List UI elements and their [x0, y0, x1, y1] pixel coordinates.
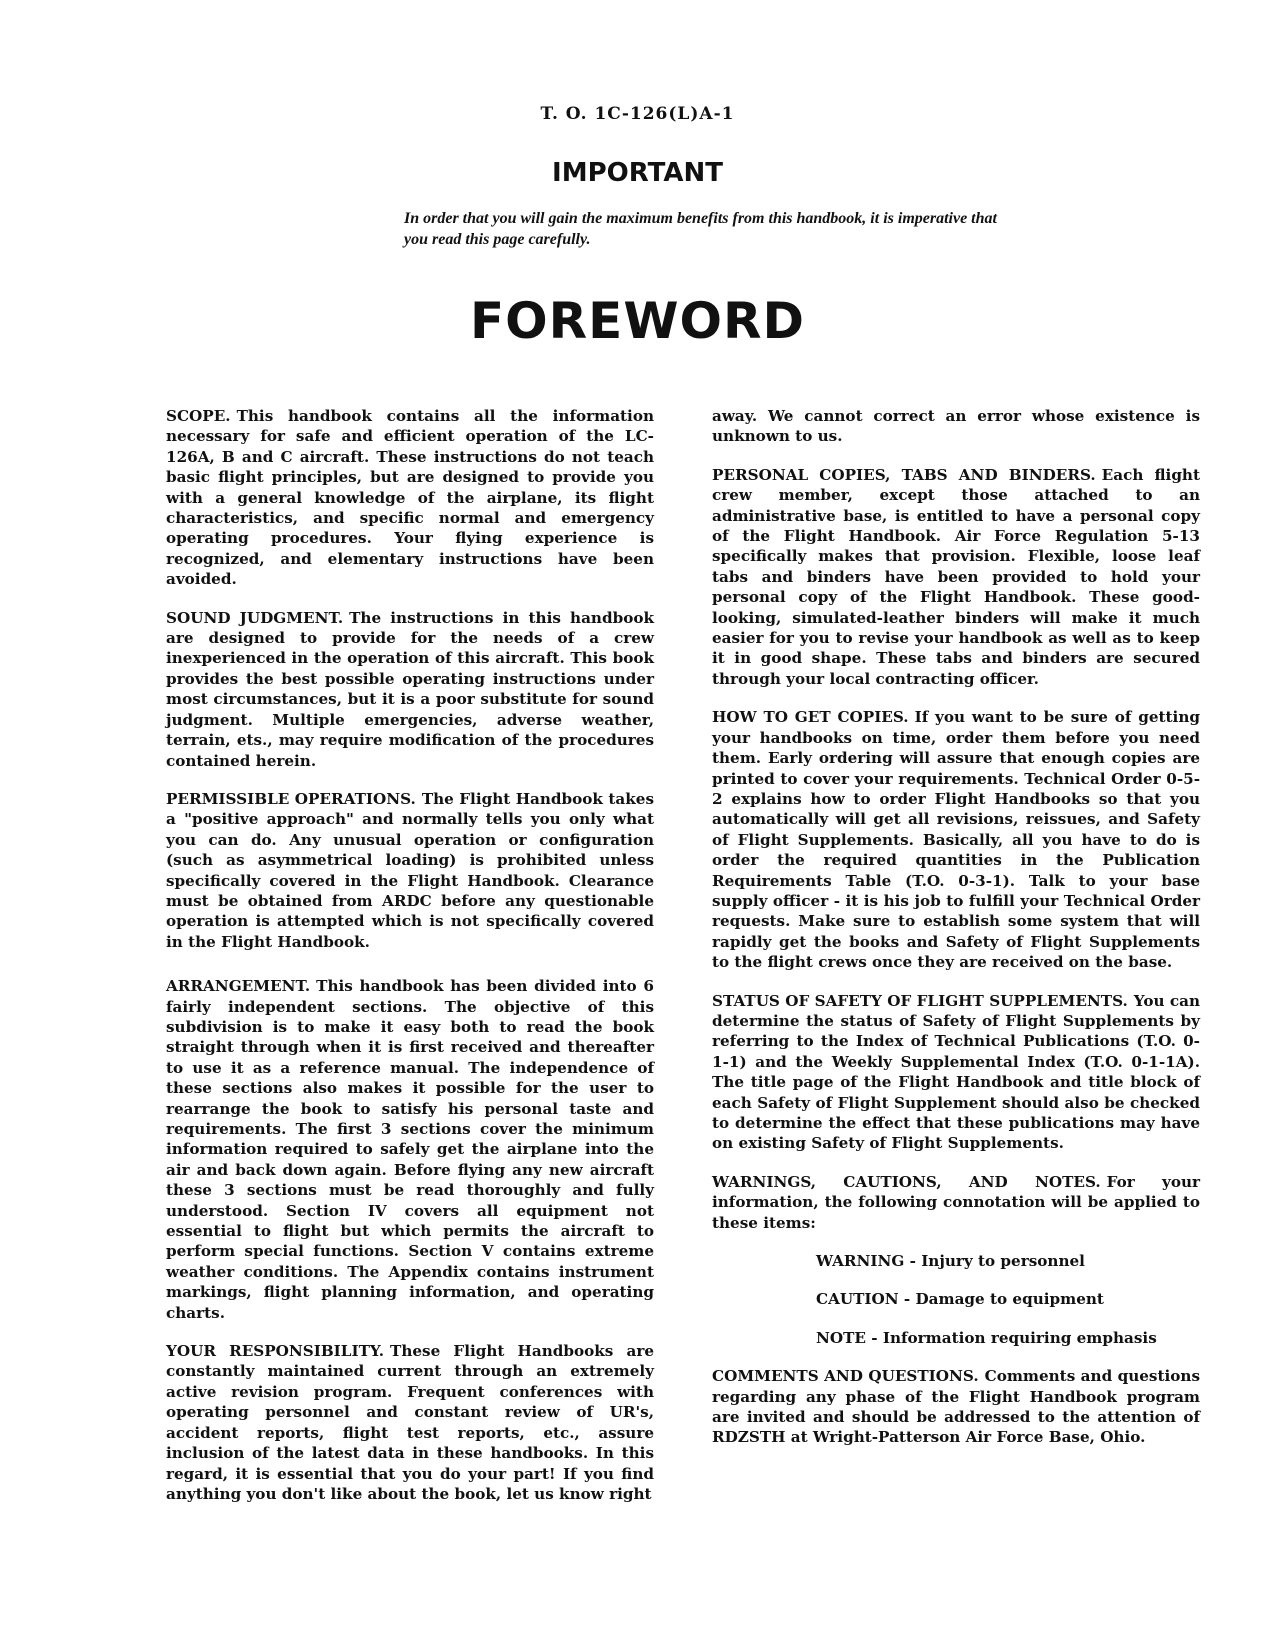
paragraph-heading: PERMISSIBLE OPERATIONS. — [166, 789, 416, 808]
intro-note: In order that you will gain the maximum benefits from this handbook, it is imperative that you read this page carefully. — [404, 210, 997, 248]
paragraph-text: For your information, the following connotation will be applied to these items: — [712, 1172, 1200, 1232]
paragraph-heading: HOW TO GET COPIES. — [712, 708, 909, 727]
paragraph-text: Each flight crew member, except those attached to an administrative base, is entitled to have a personal copy of the Flight Handbook. Air Force Regulation 5-13 specifically makes that provision. Flexible, loose leaf tabs and binders have been provided to hold your personal copy of the Flight Handbook. These good-looking, simulated-leather binders will make it much easier for you to revise your handbook as well as to keep it in good shape. These tabs and binders are secured through your local contracting officer. — [712, 465, 1200, 688]
paragraph-text: This handbook has been divided into 6 fairly independent sections. The objective of this subdivision is to make it easy both to read the book straight through when it is first received and thereafter to use it as a reference manual. The independence of these sections also makes it possible for the user to rearrange the book to satisfy his personal taste and requirements. The first 3 sections cover the minimum information required to safely get the airplane into the air and back down again. Before flying any new aircraft these 3 sections must be read thoroughly and fully understood. Section IV covers all equipment not essential to flight but which permits the aircraft to perform special functions. Section V contains extreme weather conditions. The Appendix contains instrument markings, flight planning information, and operating charts. — [166, 977, 654, 1322]
paragraph-text: If you want to be sure of getting your handbooks on time, order them before you need them. Early ordering will assure that enough copies are printed to cover your requirements. Technical Order 0-5-2 explains how to order Flight Handbooks so that you automatically will get all revisions, reissues, and Safety of Flight Supplements. Basically, all you have to do is order the required quantities in the Publication Requirements Table (T.O. 0-3-1). Talk to your base supply officer - it is his job to fulfill your Technical Order requests. Make sure to establish some system that will rapidly get the books and Safety of Flight Supplements to the flight crews once they are received on the base. — [712, 708, 1200, 972]
paragraph-heading: PERSONAL COPIES, TABS AND BINDERS. — [712, 465, 1096, 484]
notation-caution: CAUTION - Damage to equipment — [816, 1290, 1104, 1309]
paragraph-text: You can determine the status of Safety of Flight Supplements by referring to the Index of Technical Publications (T.O. 0-1-1) and the Weekly Supplemental Index (T.O. 0-1-1A). The title page of the Flight Handbook and title block of each Safety of Flight Supplement should also be checked to determine the effect that these publications may have on existing Safety of Flight Supplements. — [712, 991, 1200, 1153]
notation-note: NOTE - Information requiring emphasis — [816, 1328, 1157, 1347]
paragraph-arrangement — [166, 976, 654, 1323]
paragraph-sound-judgment — [166, 608, 654, 771]
page-title: FOREWORD — [470, 292, 805, 350]
paragraph-how-to-get-copies — [712, 707, 1200, 972]
paragraph-warnings-cautions-notes — [712, 1172, 1200, 1233]
paragraph-scope — [166, 406, 654, 590]
right-column — [712, 406, 1200, 1466]
notation-warning: WARNING - Injury to personnel — [816, 1252, 1085, 1271]
paragraph-text: Comments and questions regarding any phase of the Flight Handbook program are invited and should be addressed to the attention of RDZSTH at Wright-Patterson Air Force Base, Ohio. — [712, 1367, 1200, 1447]
left-column — [166, 406, 654, 1522]
paragraph-heading: YOUR RESPONSIBILITY. — [166, 1342, 385, 1361]
paragraph-heading: SCOPE. — [166, 407, 231, 425]
paragraph-comments-questions — [712, 1366, 1200, 1448]
paragraph-continuation: away. We cannot correct an error whose existence is unknown to us. — [712, 407, 1200, 446]
important-heading: IMPORTANT — [552, 158, 723, 188]
paragraph-personal-copies — [712, 465, 1200, 689]
paragraph-your-responsibility — [166, 1341, 654, 1504]
paragraph-heading: ARRANGEMENT. — [166, 977, 311, 996]
paragraph-heading: COMMENTS AND QUESTIONS. — [712, 1367, 979, 1386]
paragraph-heading: WARNINGS, CAUTIONS, AND NOTES. — [712, 1172, 1101, 1191]
paragraph-text: These Flight Handbooks are constantly maintained current through an extremely active revision program. Frequent conferences with operating personnel and constant review of UR's, accident reports, flight test reports, etc., assure inclusion of the latest data in these handbooks. In this regard, it is essential that you do your part! If you find anything you don't like about the book, let us know right — [166, 1342, 654, 1503]
paragraph-heading: SOUND JUDGMENT. — [166, 608, 344, 627]
to-number: T. O. 1C-126(L)A-1 — [540, 104, 735, 124]
paragraph-status-of-safety — [712, 991, 1200, 1154]
paragraph-text: The instructions in this handbook are designed to provide for the needs of a crew inexperienced in the operation of this aircraft. This book provides the best possible operating instructions under most circumstances, but it is a poor substitute for sound judgment. Multiple emergencies, adverse weather, terrain, ets., may require modification of the procedures contained herein. — [166, 608, 654, 770]
paragraph-permissible-operations — [166, 789, 654, 952]
paragraph-text: The Flight Handbook takes a "positive approach" and normally tells you only what you can do. Any unusual operation or configuration (such as asymmetrical loading) is prohibited unless specifically covered in the Flight Handbook. Clearance must be obtained from ARDC before any questionable operation is attempted which is not specifically covered in the Flight Handbook. — [166, 789, 654, 951]
paragraph-text: This handbook contains all the information necessary for safe and efficient operation of the LC-126A, B and C aircraft. These instructions do not teach basic flight principles, but are designed to provide you with a general knowledge of the airplane, its flight characteristics, and specific normal and emergency operating procedures. Your flying experience is recognized, and elementary instructions have been avoided. — [166, 407, 654, 589]
paragraph-heading: STATUS OF SAFETY OF FLIGHT SUPPLEMENTS. — [712, 991, 1128, 1010]
